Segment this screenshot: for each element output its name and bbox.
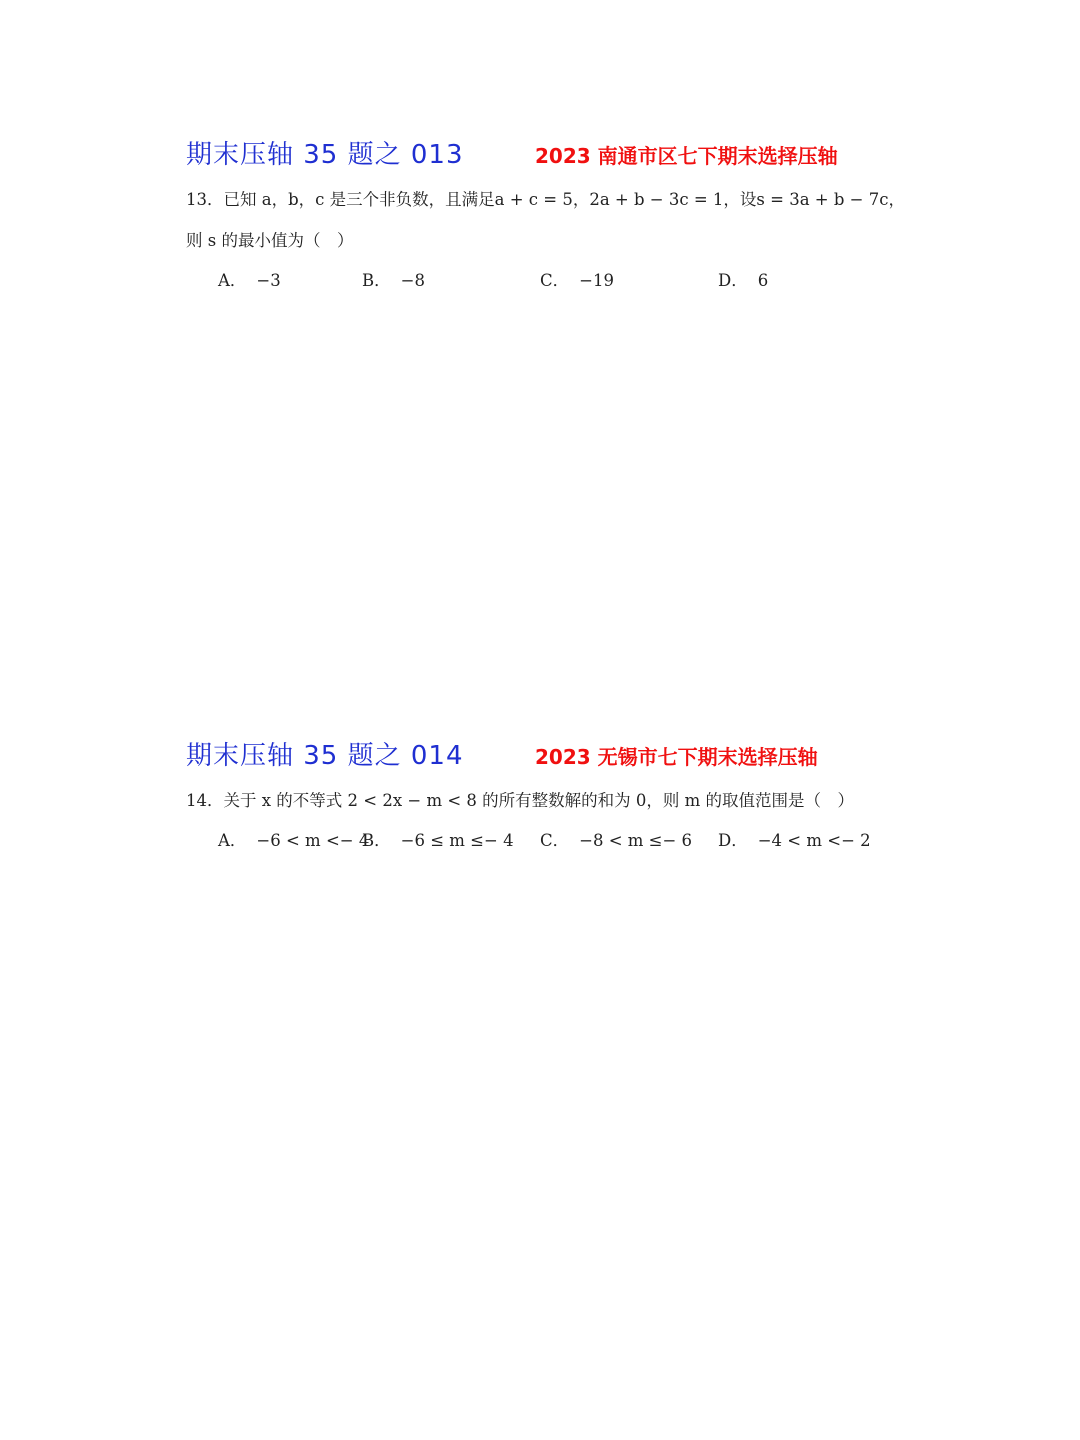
option-label: D．: [718, 831, 748, 850]
question-14-stem-line1: 14．关于 x 的不等式 2 < 2x − m < 8 的所有整数解的和为 0，则 m 的取值范围是（ ）: [186, 791, 855, 810]
option-d[interactable]: [718, 827, 871, 851]
option-value: −19: [579, 271, 614, 290]
option-a[interactable]: [218, 267, 281, 291]
question-14-title: 期末压轴 35 题之 014: [186, 741, 464, 771]
option-label: D．: [718, 271, 748, 290]
option-label: C．: [540, 271, 570, 290]
option-label: A．: [218, 271, 247, 290]
option-label: B．: [362, 831, 391, 850]
question-13-source: 2023 南通市区七下期末选择压轴: [535, 144, 838, 168]
option-value: −6 ≤ m ≤− 4: [400, 831, 514, 850]
option-label: C．: [540, 831, 570, 850]
question-14-header: [186, 735, 946, 775]
option-d[interactable]: [718, 267, 768, 291]
option-b[interactable]: [362, 827, 514, 851]
option-label: A．: [218, 831, 247, 850]
option-c[interactable]: [540, 827, 692, 851]
question-13-options: [218, 267, 918, 291]
option-b[interactable]: [362, 267, 425, 291]
option-value: −4 < m <− 2: [757, 831, 871, 850]
option-label: B．: [362, 271, 391, 290]
option-a[interactable]: [218, 827, 369, 851]
question-13-title: 期末压轴 35 题之 013: [186, 140, 464, 170]
option-value: −8 < m ≤− 6: [579, 831, 693, 850]
option-value: −6 < m <− 4: [256, 831, 370, 850]
option-value: −8: [400, 271, 425, 290]
question-13-stem-line1: 13．已知 a，b，c 是三个非负数，且满足a + c = 5，2a + b − 3c = 1，设s = 3a + b − 7c，: [186, 190, 905, 209]
option-c[interactable]: [540, 267, 614, 291]
question-13-stem-line2: 则 s 的最小值为（ ）: [186, 231, 354, 250]
question-14-options: [218, 827, 918, 851]
option-value: 6: [757, 271, 769, 290]
option-value: −3: [256, 271, 281, 290]
question-14-source: 2023 无锡市七下期末选择压轴: [535, 745, 818, 769]
question-13-header: [186, 134, 946, 174]
